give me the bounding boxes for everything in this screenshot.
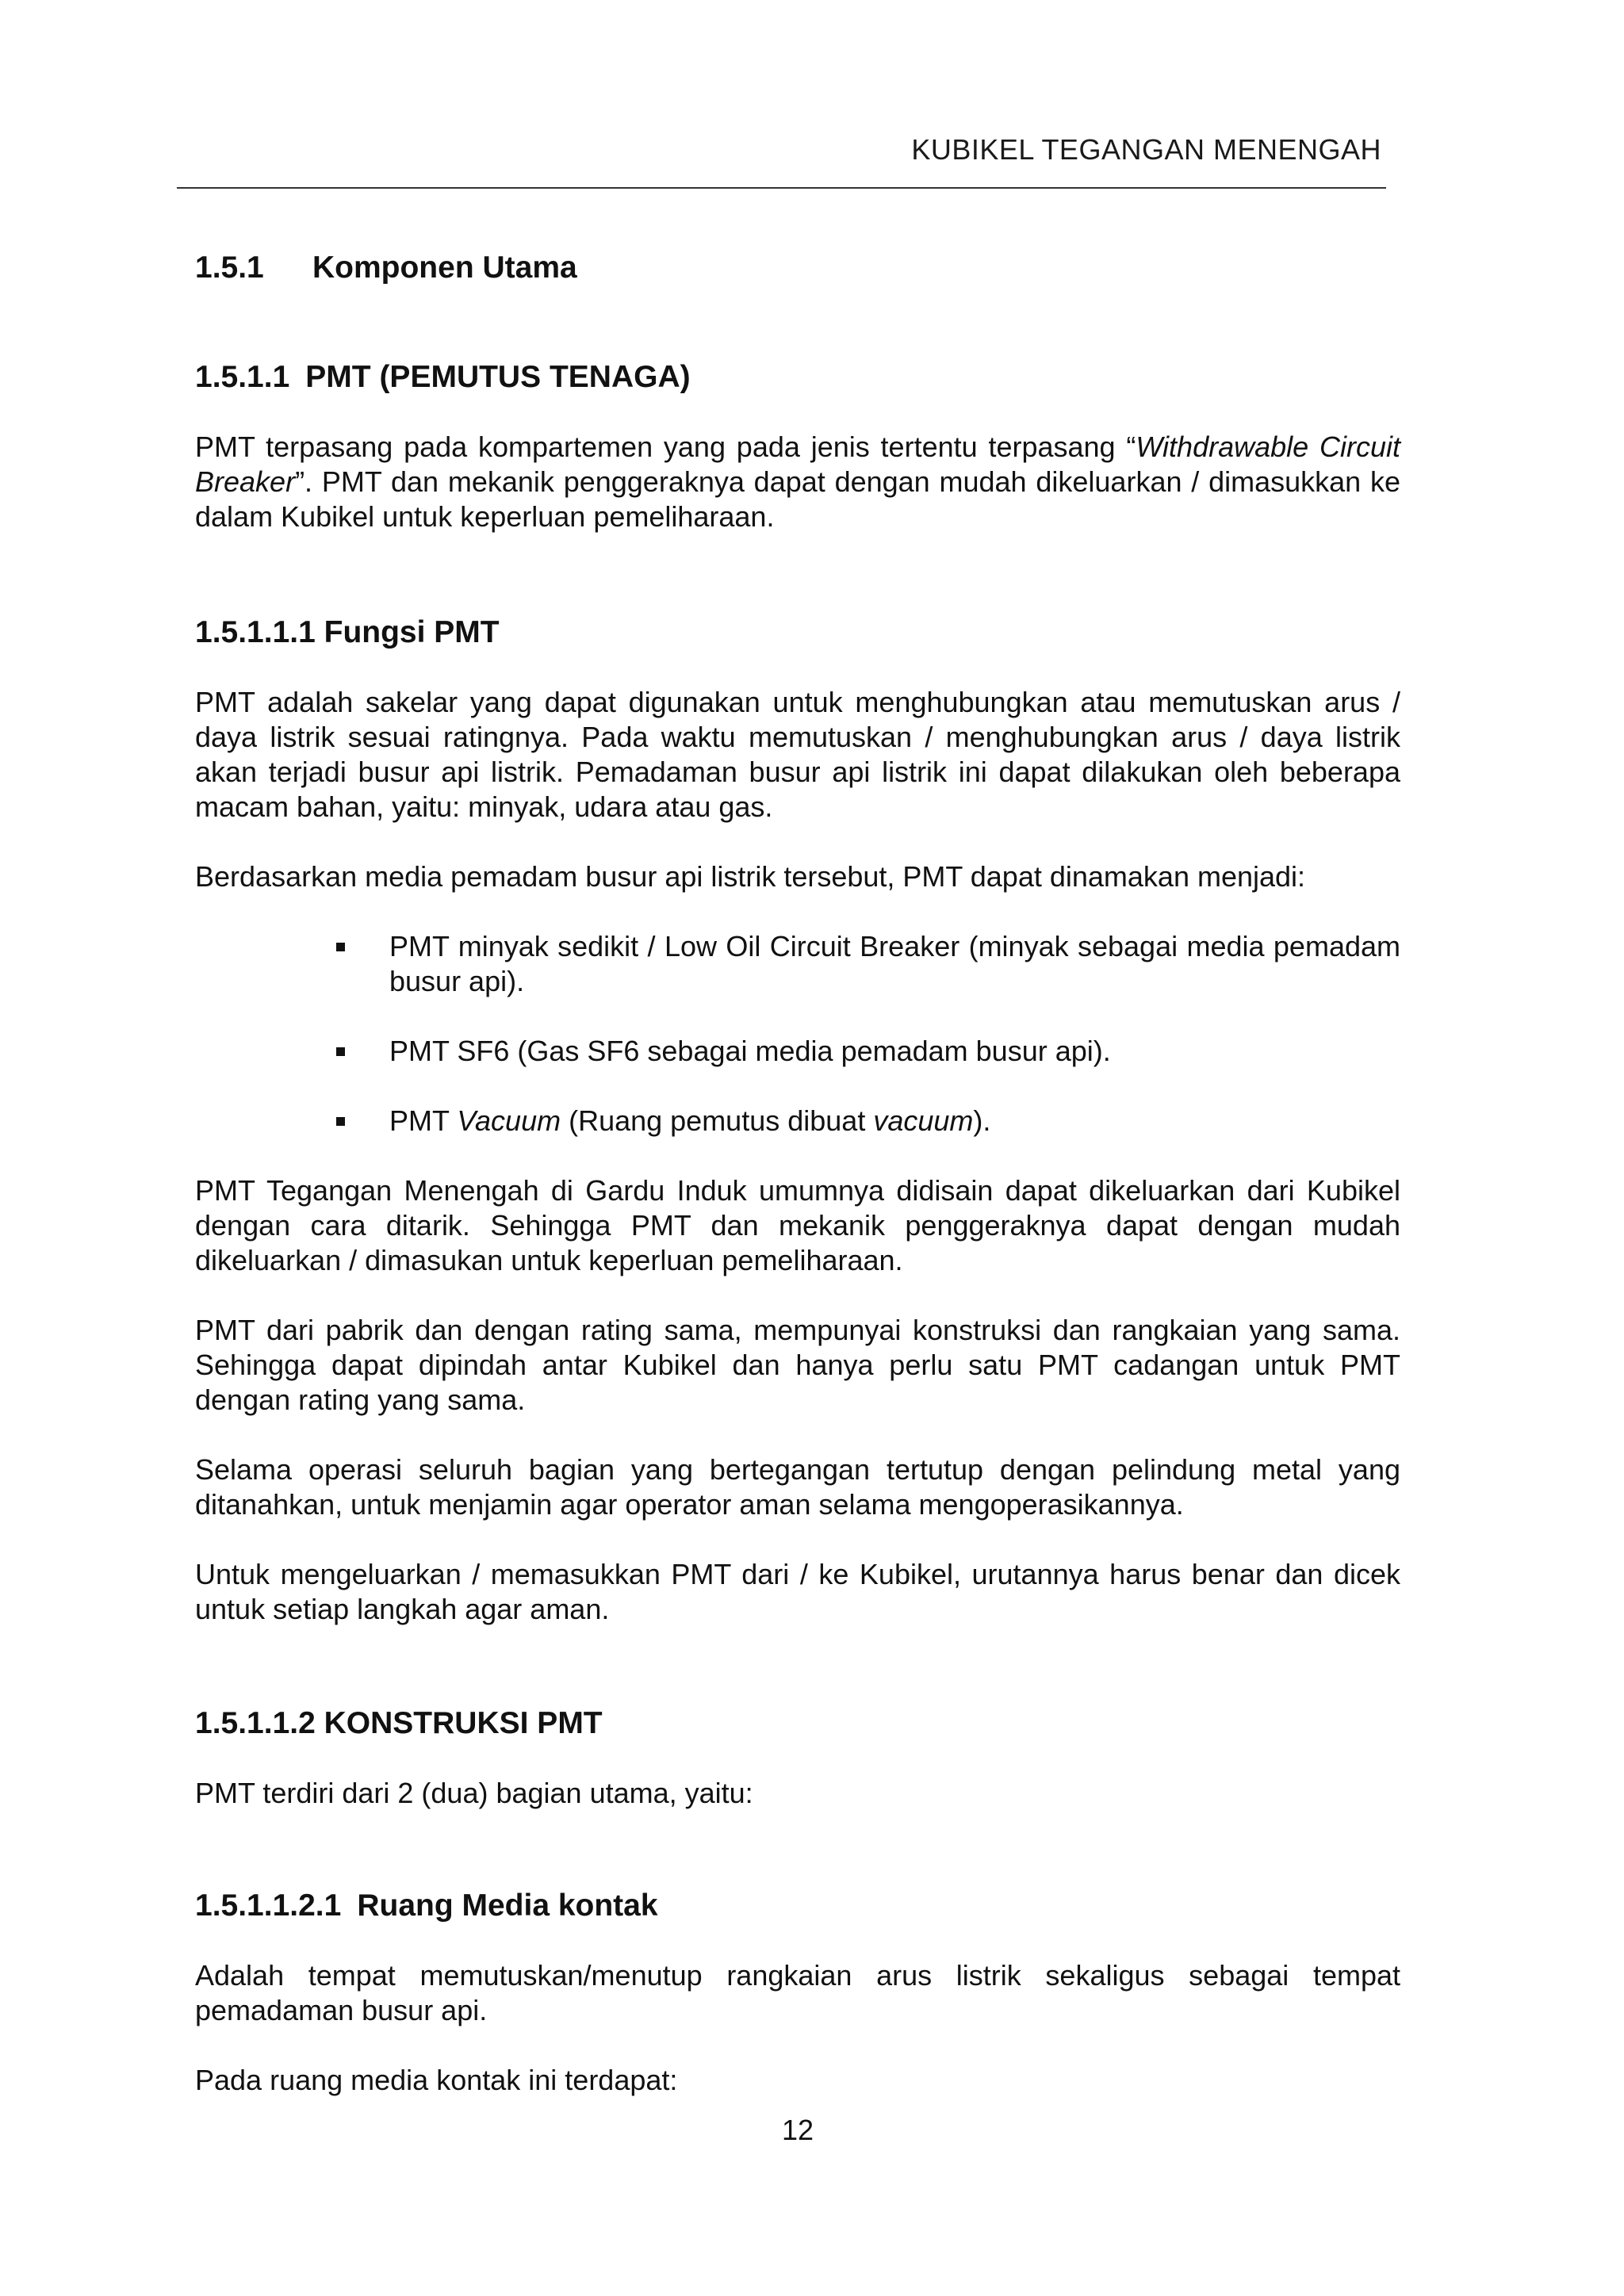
list-item [336, 1034, 1400, 1069]
paragraph-fungsi-3: PMT Tegangan Menengah di Gardu Induk umumnya didisain dapat dikeluarkan dari Kubikel dengan cara ditarik. Sehingga PMT dan mekanik penggeraknya dapat dengan mudah dikeluarkan / dimasukan untuk keperluan pemeliharaan. [195, 1174, 1400, 1276]
page-number: 12 [781, 2114, 814, 2146]
heading-komponen-utama [195, 251, 1400, 285]
paragraph-fungsi-2: Berdasarkan media pemadam busur api listrik tersebut, PMT dapat dinamakan menjadi: [195, 860, 1306, 893]
running-header: KUBIKEL TEGANGAN MENENGAH [911, 133, 1381, 166]
paragraph-fungsi-1: PMT adalah sakelar yang dapat digunakan untuk menghubungkan atau memutuskan arus / daya listrik sesuai ratingnya. Pada waktu memutuskan / menghubungkan arus / daya listrik akan terjadi busur api listrik. Pemadaman busur api listrik ini dapat dilakukan oleh beberapa macam bahan, yaitu: minyak, udara atau gas. [195, 686, 1400, 823]
text-run: PMT [389, 1104, 458, 1137]
list-item-text: PMT SF6 (Gas SF6 sebagai media pemadam busur api). [389, 1035, 1111, 1067]
heading-pmt [195, 360, 1400, 395]
list-item [336, 929, 1400, 999]
list-item-text: PMT minyak sedikit / Low Oil Circuit Breaker (minyak sebagai media pemadam busur api). [389, 930, 1400, 997]
section-number: 1.5.1 [195, 251, 264, 285]
heading-fungsi-pmt: 1.5.1.1.1 Fungsi PMT [195, 615, 500, 649]
section-title: PMT (PEMUTUS TENAGA) [305, 360, 691, 394]
page-content [195, 251, 1400, 2098]
square-bullet-icon [336, 943, 345, 951]
italic-term: Withdrawable Circuit Breaker [195, 430, 1400, 498]
italic-term: Vacuum [457, 1104, 561, 1137]
heading-konstruksi-pmt: 1.5.1.1.2 KONSTRUKSI PMT [195, 1706, 603, 1740]
paragraph-fungsi-4: PMT dari pabrik dan dengan rating sama, mempunyai konstruksi dan rangkaian yang sama. Sehingga dapat dipindah antar Kubikel dan hanya perlu satu PMT cadangan untuk PMT dengan rating yang sama. [195, 1314, 1400, 1416]
header-divider [177, 187, 1386, 189]
section-title: Ruang Media kontak [357, 1888, 658, 1923]
bullet-list-pmt-types [195, 929, 1400, 1138]
text-run: ). [973, 1104, 991, 1137]
paragraph-fungsi-5: Selama operasi seluruh bagian yang bertegangan tertutup dengan pelindung metal yang ditanahkan, untuk menjamin agar operator aman selama mengoperasikannya. [195, 1453, 1400, 1521]
section-number: 1.5.1.1 [195, 360, 290, 394]
list-item [336, 1104, 1400, 1138]
text-run: (Ruang pemutus dibuat [561, 1104, 874, 1137]
paragraph-ruang-2: Pada ruang media kontak ini terdapat: [195, 2064, 678, 2096]
square-bullet-icon [336, 1047, 345, 1056]
paragraph-pmt-intro [195, 430, 1400, 534]
paragraph-konstruksi-1: PMT terdiri dari 2 (dua) bagian utama, yaitu: [195, 1777, 753, 1809]
square-bullet-icon [336, 1117, 345, 1126]
section-title: Komponen Utama [312, 251, 577, 285]
section-number: 1.5.1.1.2.1 [195, 1888, 342, 1923]
paragraph-ruang-1: Adalah tempat memutuskan/menutup rangkaian arus listrik sekaligus sebagai tempat pemadaman busur api. [195, 1959, 1400, 2026]
text-run: PMT terpasang pada kompartemen yang pada jenis tertentu terpasang “ [195, 430, 1136, 463]
italic-term: vacuum [873, 1104, 974, 1137]
heading-ruang-media-kontak [195, 1888, 1400, 1923]
paragraph-fungsi-6: Untuk mengeluarkan / memasukkan PMT dari / ke Kubikel, urutannya harus benar dan dicek untuk setiap langkah agar aman. [195, 1558, 1400, 1625]
text-run: ”. PMT dan mekanik penggeraknya dapat dengan mudah dikeluarkan / dimasukkan ke dalam Kubikel untuk keperluan pemeliharaan. [195, 465, 1400, 533]
